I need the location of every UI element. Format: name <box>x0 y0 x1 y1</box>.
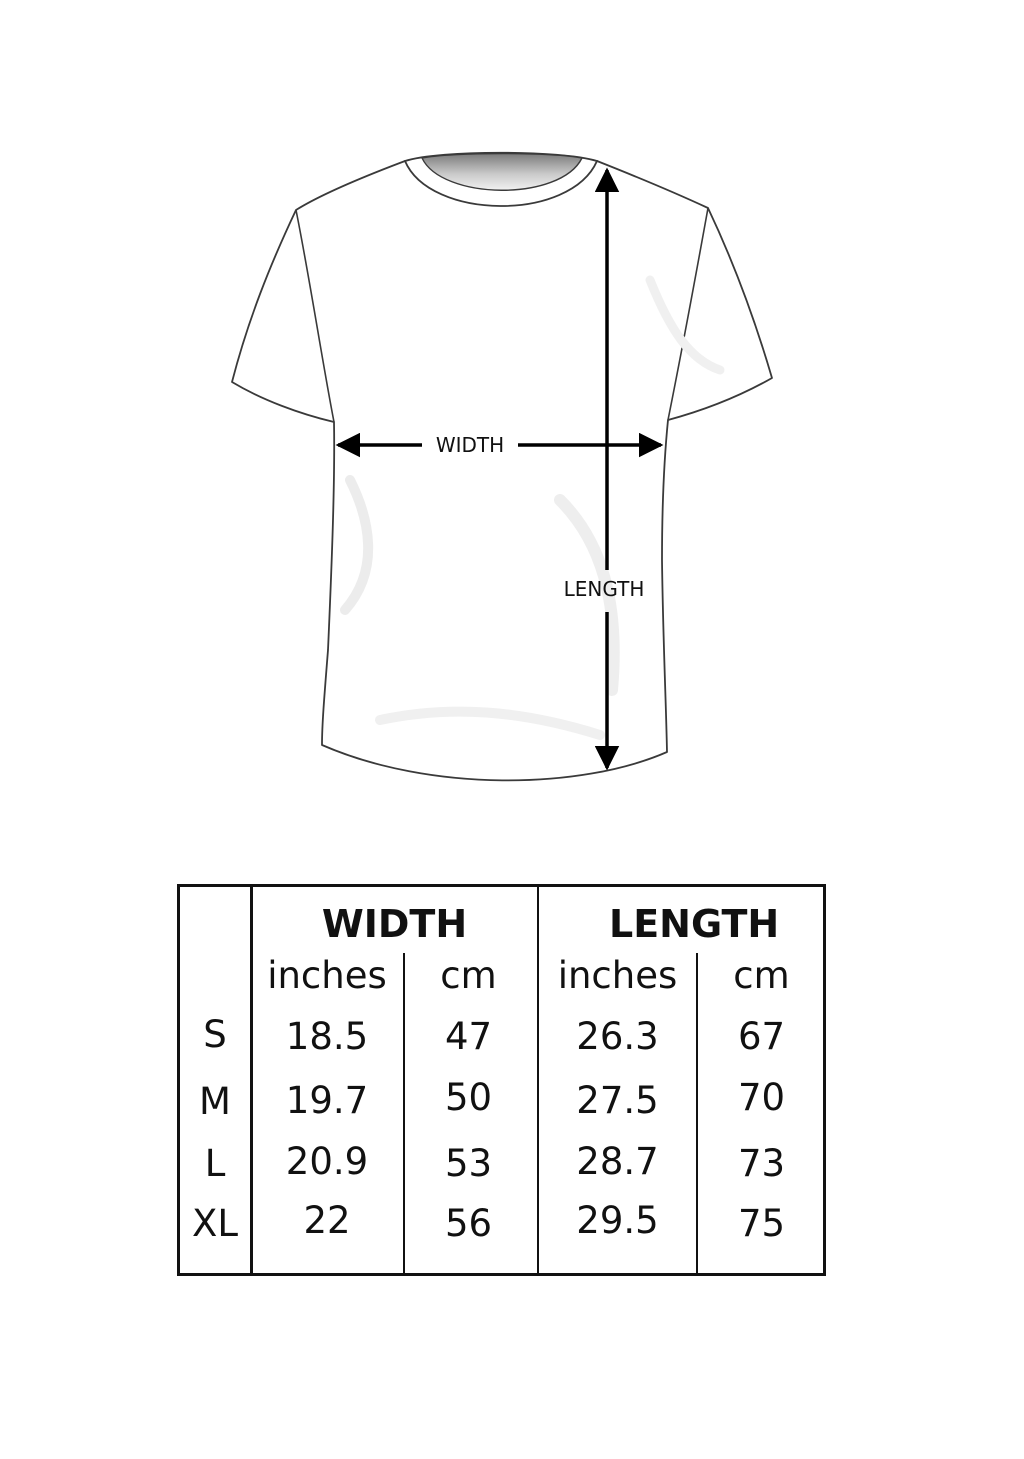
length-cm-header: cm <box>733 954 790 997</box>
width-inches-value: 18.5 <box>285 1015 369 1058</box>
width-cm-header: cm <box>440 954 497 997</box>
width-cm-value: 47 <box>444 1015 493 1058</box>
width-label: WIDTH <box>435 433 505 457</box>
size-label: S <box>203 1013 227 1056</box>
size-label: M <box>199 1080 231 1123</box>
table-divider <box>696 953 698 1273</box>
size-chart-table <box>177 884 826 1276</box>
length-label: LENGTH <box>563 577 645 601</box>
table-divider <box>537 887 539 1273</box>
width-group-header: WIDTH <box>321 902 468 946</box>
length-inches-value: 27.5 <box>576 1079 659 1122</box>
width-inches-header: inches <box>267 954 387 997</box>
length-cm-value: 75 <box>737 1202 786 1245</box>
length-inches-value: 29.5 <box>576 1199 659 1242</box>
tshirt-outline <box>232 153 772 781</box>
width-cm-value: 53 <box>444 1142 493 1185</box>
length-inches-header: inches <box>557 954 678 997</box>
length-inches-value: 28.7 <box>576 1140 659 1183</box>
width-cm-value: 56 <box>444 1202 493 1245</box>
length-cm-value: 70 <box>737 1076 786 1119</box>
width-inches-value: 20.9 <box>285 1140 369 1183</box>
length-group-header: LENGTH <box>609 902 780 946</box>
size-label: XL <box>192 1202 238 1245</box>
length-cm-value: 67 <box>737 1015 786 1058</box>
size-label: L <box>204 1142 226 1185</box>
width-inches-value: 19.7 <box>285 1079 369 1122</box>
length-cm-value: 73 <box>737 1142 786 1185</box>
table-divider <box>403 953 405 1273</box>
width-cm-value: 50 <box>444 1076 493 1119</box>
length-inches-value: 26.3 <box>576 1015 659 1058</box>
width-inches-value: 22 <box>303 1199 351 1242</box>
